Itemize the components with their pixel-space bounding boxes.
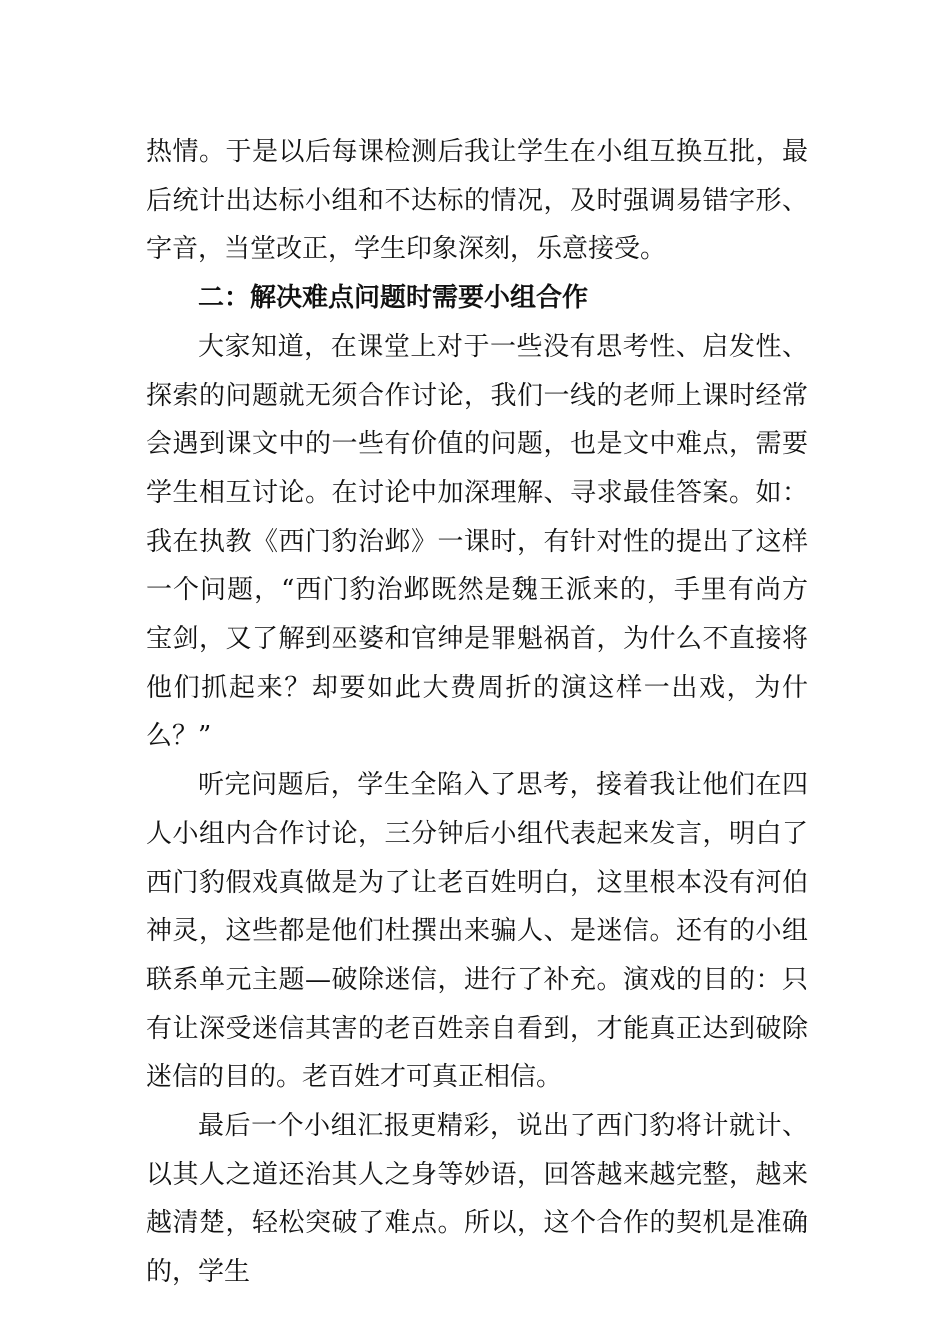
paragraph-continuation: 热情。于是以后每课检测后我让学生在小组互换互批，最后统计出达标小组和不达标的情况，及时强调易错字形、字音，当堂改正，学生印象深刻，乐意接受。: [146, 137, 808, 265]
section-heading: 二：解决难点问题时需要小组合作: [198, 283, 589, 314]
paragraph-final-report: 最后一个小组汇报更精彩，说出了西门豹将计就计、以其人之道还治其人之身等妙语，回答越来越完整，越来越清楚，轻松突破了难点。所以，这个合作的契机是准确的，学生: [146, 1111, 808, 1288]
paragraph-group-discussion: 听完问题后，学生全陷入了思考，接着我让他们在四人小组内合作讨论，三分钟后小组代表起来发言，明白了西门豹假戏真做是为了让老百姓明白，这里根本没有河伯神灵，这些都是他们杜撰出来骗人、是迷信。还有的小组联系单元主题—破除迷信，进行了补充。演戏的目的：只有让深受迷信其害的老百姓亲自看到，才能真正达到破除迷信的目的。老百姓才可真正相信。: [146, 770, 808, 1093]
body-text: [146, 128, 808, 1297]
paragraph-problem-discussion: 大家知道，在课堂上对于一些没有思考性、启发性、探索的问题就无须合作讨论，我们一线的老师上课时经常会遇到课文中的一些有价值的问题，也是文中难点，需要学生相互讨论。在讨论中加深理解、寻求最佳答案。如：我在执教《西门豹治邺》一课时，有针对性的提出了这样一个问题，“西门豹治邺既然是魏王派来的，手里有尚方宝剑，又了解到巫婆和官绅是罪魁祸首，为什么不直接将他们抓起来？却要如此大费周折的演这样一出戏，为什么？”: [146, 331, 808, 752]
